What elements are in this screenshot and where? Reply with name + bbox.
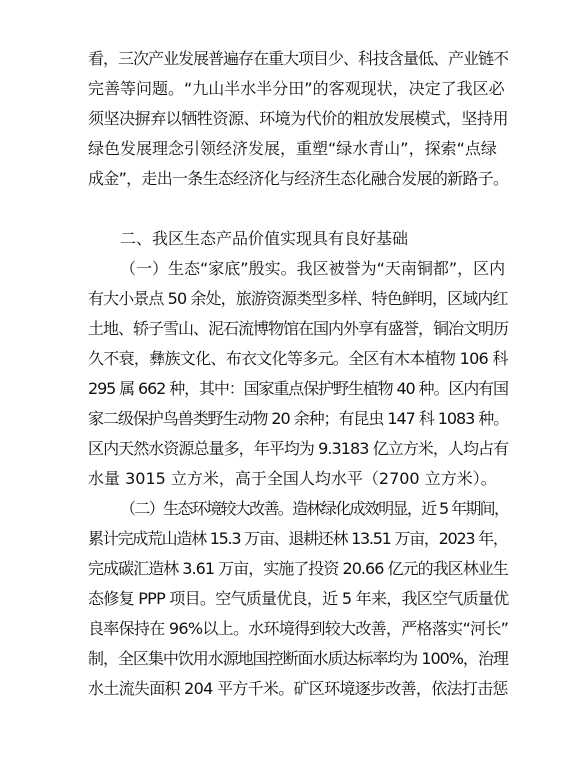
paragraph-line: （一）生态“家底”殷实。我区被誉为“天南铜都”，区内 xyxy=(120,259,506,278)
paragraph-line: 完善等问题。“九山半水半分田”的客观现状，决定了我区必 xyxy=(88,79,505,98)
paragraph-line: 完成碳汇造林 3.61 万亩，实施了投资 20.66 亿元的我区林业生 xyxy=(88,559,508,578)
paragraph-line: 295 属 662 种，其中：国家重点保护野生植物 40 种。区内有国 xyxy=(88,379,508,398)
paragraph-line: 态修复 PPP 项目。空气质量优良，近 5 年来，我区空气质量优 xyxy=(88,589,509,608)
paragraph-line: 家二级保护鸟兽类野生动物 20 余种；有昆虫 147 科 1083 种。 xyxy=(88,409,509,428)
paragraph-line: 看，三次产业发展普遍存在重大项目少、科技含量低、产业链不 xyxy=(88,49,509,68)
paragraph-line: 久不衰，彝族文化、布衣文化等多元。全区有木本植物 106 科 xyxy=(88,349,508,368)
paragraph-line: 制，全区集中饮用水源地国控断面水质达标率均为 100%，治理 xyxy=(88,649,508,668)
paragraph-line: 区内天然水资源总量多，年平均为 9.3183 亿立方米，人均占有 xyxy=(88,439,509,458)
paragraph-line: （二）生态环境较大改善。造林绿化成效明显，近 5 年期间， xyxy=(120,499,509,518)
paragraph-line: 水量 3015 立方米，高于全国人均水平（2700 立方米）。 xyxy=(88,469,497,488)
section-heading: 二、我区生态产品价值实现具有良好基础 xyxy=(120,229,409,248)
paragraph-line: 绿色发展理念引领经济发展，重塑“绿水青山”，探索“点绿 xyxy=(88,139,497,158)
paragraph-line: 水土流失面积 204 平方千米。矿区环境逐步改善，依法打击惩 xyxy=(88,679,508,698)
paragraph-line: 成金”，走出一条生态经济化与经济生态化融合发展的新路子。 xyxy=(88,169,509,188)
paragraph-line: 有大小景点 50 余处，旅游资源类型多样、特色鲜明，区域内红 xyxy=(88,289,508,308)
paragraph-line: 土地、轿子雪山、泥石流博物馆在国内外享有盛誉，铜冶文明历 xyxy=(88,319,509,338)
paragraph-line: 良率保持在 96%以上。水环境得到较大改善，严格落实“河长” xyxy=(88,619,509,638)
paragraph-line: 须坚决摒弃以牺牲资源、环境为代价的粗放发展模式，坚持用 xyxy=(88,109,509,128)
paragraph-line: 累计完成荒山造林 15.3 万亩、退耕还林 13.51 万亩，2023 年， xyxy=(88,529,508,548)
